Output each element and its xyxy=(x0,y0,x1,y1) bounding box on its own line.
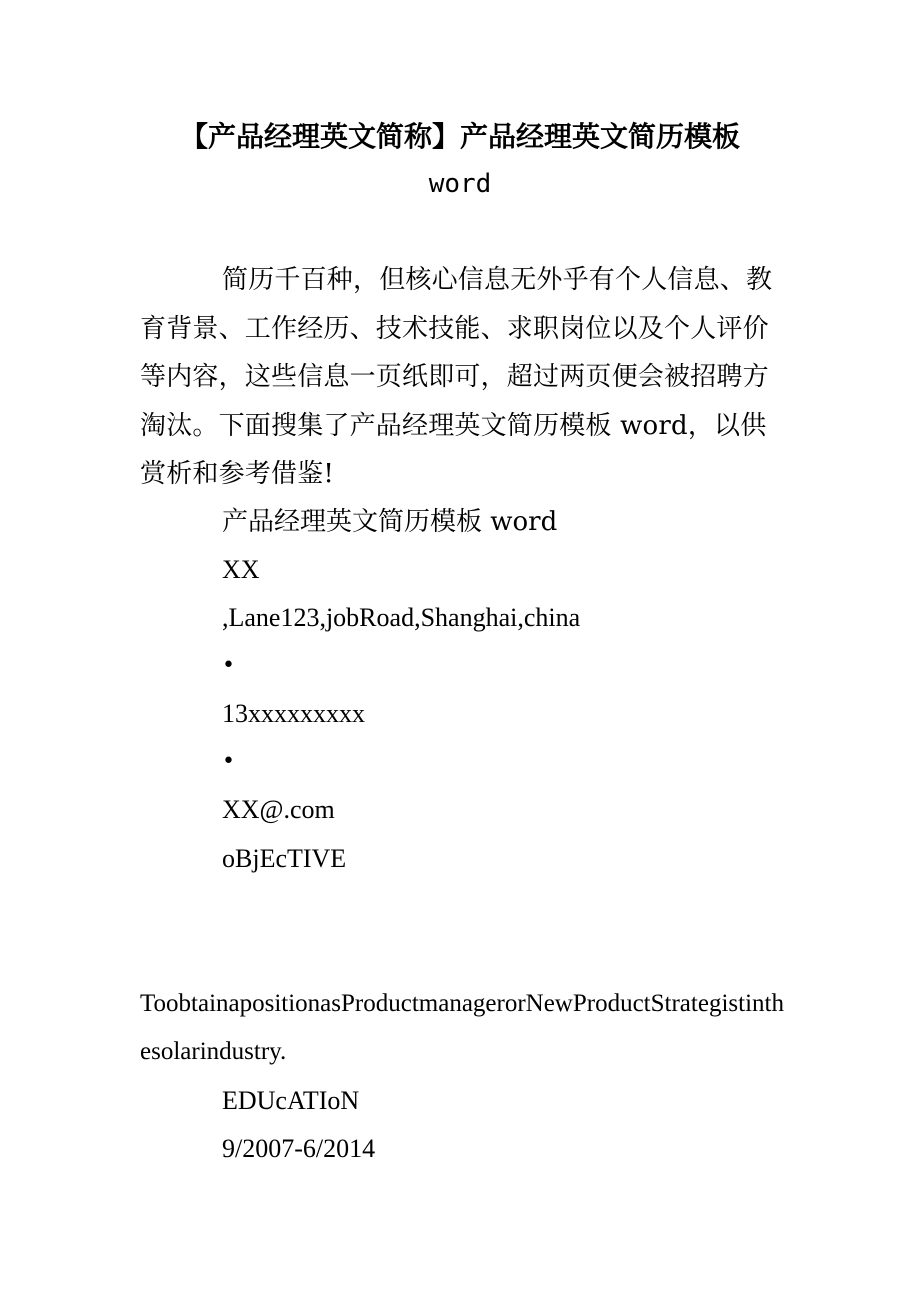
section-heading: 产品经理英文简历模板 word xyxy=(222,507,558,537)
objective-text: ToobtainapositionasProductmanagerorNewProductStrategistinthesolarindustry. xyxy=(140,990,784,1065)
document-title: 【产品经理英文简称】产品经理英文简历模板 xyxy=(179,120,740,153)
education-dates: 9/2007-6/2014 xyxy=(222,1134,376,1163)
document-title-suffix: word xyxy=(428,169,492,199)
bullet-marker: • xyxy=(222,653,235,678)
resume-phone: 13xxxxxxxxx xyxy=(222,699,365,728)
education-heading: EDUcATIoN xyxy=(222,1086,360,1115)
bullet-marker: • xyxy=(222,749,235,774)
resume-email: XX@.com xyxy=(222,795,335,824)
resume-address: ,Lane123,jobRoad,Shanghai,china xyxy=(222,603,581,632)
objective-heading: oBjEcTIVE xyxy=(222,844,347,873)
resume-name: XX xyxy=(222,555,260,584)
intro-paragraph: 简历千百种，但核心信息无外乎有个人信息、教育背景、工作经历、技术技能、求职岗位以及个人评价等内容，这些信息一页纸即可，超过两页便会被招聘方淘汰。下面搜集了产品经理英文简历模板 word，以供赏析和参考借鉴! xyxy=(140,265,773,489)
